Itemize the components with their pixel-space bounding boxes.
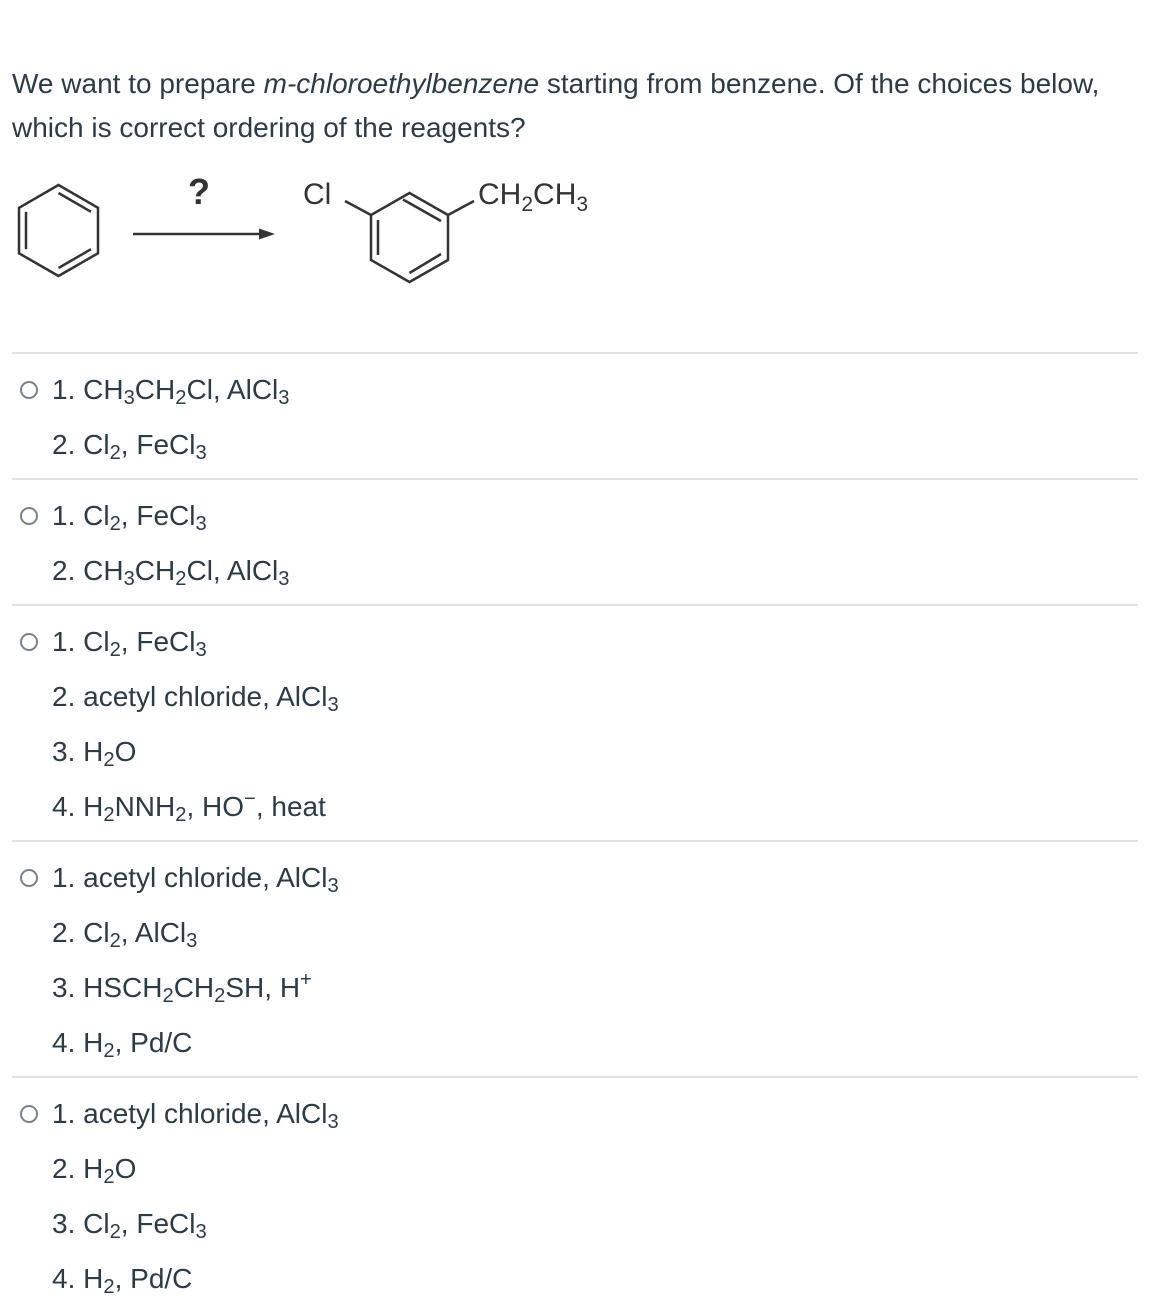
step-text: 2. $Cl_2$, AlCl$_3$	[52, 916, 198, 952]
answer-step	[12, 960, 1138, 1015]
answer-step	[12, 614, 1138, 669]
benzene-structure	[19, 185, 98, 276]
chloro-label: Cl	[303, 178, 332, 211]
question-suffix: starting from benzene. Of the choices below, which is correct ordering of the reagents?	[12, 68, 1100, 143]
answer-step	[12, 1251, 1138, 1306]
answer-list	[12, 352, 1138, 1312]
step-text: 3. $Cl_2$, FeCl$_3$	[52, 1207, 207, 1243]
step-text: 3. $HSCH_2CH_2SH$, H+	[52, 968, 312, 1007]
answer-option-5[interactable]	[12, 1076, 1138, 1312]
reaction-scheme	[0, 160, 700, 310]
answer-step	[12, 362, 1138, 417]
question-compound: m-chloroethylbenzene	[263, 68, 540, 99]
answer-step	[12, 543, 1138, 598]
question-prefix: We want to prepare	[12, 68, 264, 99]
answer-step	[12, 1196, 1138, 1251]
answer-step	[12, 905, 1138, 960]
step-text: 1. acetyl chloride, AlCl$_3$	[52, 861, 339, 897]
reagent-question-mark: ?	[188, 171, 210, 212]
answer-step	[12, 850, 1138, 905]
step-text: 2. $Cl_2$, FeCl$_3$	[52, 428, 207, 464]
step-text: 2. acetyl chloride, AlCl$_3$	[52, 680, 339, 716]
step-text: 1. $CH_3CH_2Cl$, AlCl$_3$	[52, 373, 290, 409]
answer-step	[12, 779, 1138, 834]
answer-option-4[interactable]	[12, 840, 1138, 1076]
answer-step	[12, 488, 1138, 543]
step-text: 3. $H_2O$	[52, 735, 137, 771]
ethyl-label: $CH_2CH_3$	[478, 178, 589, 216]
answer-step	[12, 1086, 1138, 1141]
product-structure	[345, 193, 474, 282]
answer-step	[12, 724, 1138, 779]
answer-option-3[interactable]	[12, 604, 1138, 840]
reaction-arrow	[133, 229, 275, 240]
step-text: 1. $Cl_2$, FeCl$_3$	[52, 499, 207, 535]
radio-button[interactable]	[20, 633, 38, 651]
question-text	[12, 62, 1132, 150]
step-text: 2. $H_2O$	[52, 1152, 137, 1188]
answer-option-1[interactable]	[12, 352, 1138, 478]
answer-step	[12, 1141, 1138, 1196]
step-text: 1. acetyl chloride, AlCl$_3$	[52, 1097, 339, 1133]
step-text: 4. $H_2$, Pd/C	[52, 1026, 193, 1062]
radio-button[interactable]	[20, 507, 38, 525]
radio-button[interactable]	[20, 1105, 38, 1123]
step-text: 4. $H_2$, Pd/C	[52, 1262, 193, 1298]
answer-step	[12, 417, 1138, 472]
step-text: 1. $Cl_2$, FeCl$_3$	[52, 625, 207, 661]
radio-button[interactable]	[20, 381, 38, 399]
step-text: 4. $H_2NNH_2$, HO−, heat	[52, 787, 326, 826]
step-text: 2. $CH_3CH_2Cl$, AlCl$_3$	[52, 554, 290, 590]
answer-option-2[interactable]	[12, 478, 1138, 604]
answer-step	[12, 669, 1138, 724]
radio-button[interactable]	[20, 869, 38, 887]
answer-step	[12, 1015, 1138, 1070]
